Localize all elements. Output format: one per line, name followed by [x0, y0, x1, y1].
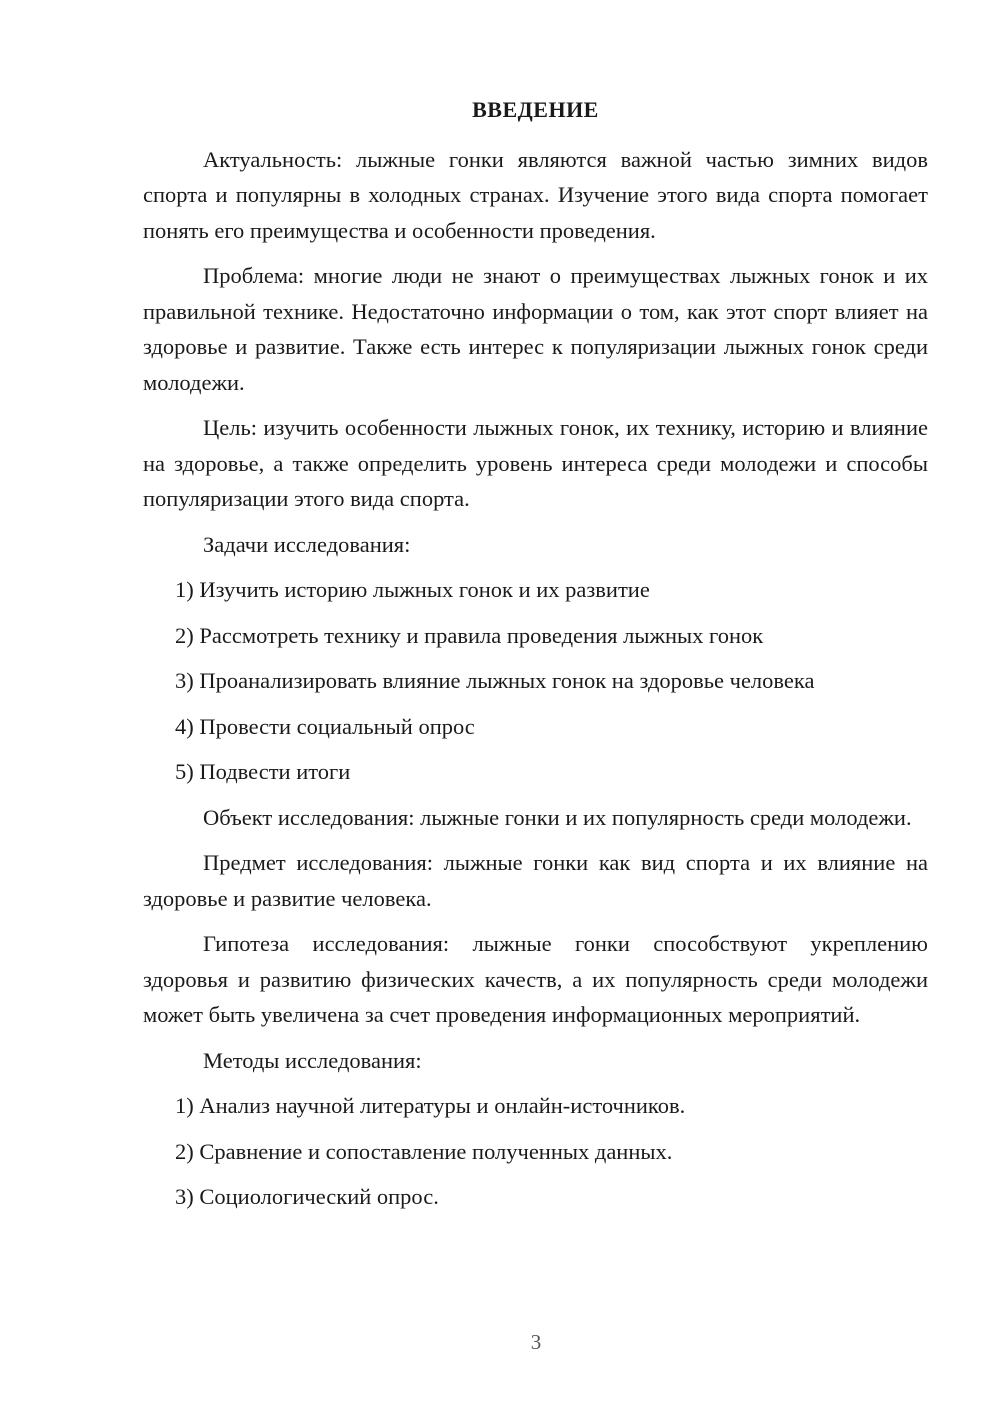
- problem-paragraph: Проблема: многие люди не знают о преимуществах лыжных гонок и их правильной технике. Недостаточно информации о том, как этот спорт влияет на здоровье и развитие. Также есть интерес к популяризации лыжных гонок среди молодежи.: [143, 263, 928, 395]
- task-item-4: 4) Провести социальный опрос: [175, 713, 475, 739]
- method-item-3: 3) Социологический опрос.: [175, 1184, 439, 1209]
- goal-paragraph: Цель: изучить особенности лыжных гонок, их технику, историю и влияние на здоровье, а также определить уровень интереса среди молодежи и способы популяризации этого вида спорта.: [143, 415, 928, 511]
- methods-heading: Методы исследования:: [203, 1047, 422, 1073]
- page-content: [143, 92, 928, 1225]
- task-item-3: 3) Проанализировать влияние лыжных гонок на здоровье человека: [175, 668, 815, 693]
- task-item-2: 2) Рассмотреть технику и правила проведения лыжных гонок: [175, 622, 764, 648]
- subject-paragraph: Предмет исследования: лыжные гонки как вид спорта и их влияние на здоровье и развитие человека.: [143, 850, 928, 911]
- method-item-2: 2) Сравнение и сопоставление полученных данных.: [175, 1138, 673, 1164]
- method-item-1: 1) Анализ научной литературы и онлайн-источников.: [175, 1093, 686, 1118]
- task-item-1: 1) Изучить историю лыжных гонок и их развитие: [175, 577, 650, 602]
- section-title: ВВЕДЕНИЕ: [472, 97, 599, 122]
- relevance-paragraph: Актуальность: лыжные гонки являются важной частью зимних видов спорта и популярны в холодных странах. Изучение этого вида спорта помогает понять его преимущества и особенности проведения.: [143, 146, 928, 243]
- tasks-heading: Задачи исследования:: [203, 531, 411, 557]
- hypothesis-paragraph: Гипотеза исследования: лыжные гонки способствуют укреплению здоровья и развитию физических качеств, а их популярность среди молодежи может быть увеличена за счет проведения информационных мероприятий.: [143, 931, 928, 1027]
- object-paragraph: Объект исследования: лыжные гонки и их популярность среди молодежи.: [203, 804, 912, 830]
- task-item-5: 5) Подвести итоги: [175, 759, 351, 784]
- page-number: 3: [530, 1330, 542, 1354]
